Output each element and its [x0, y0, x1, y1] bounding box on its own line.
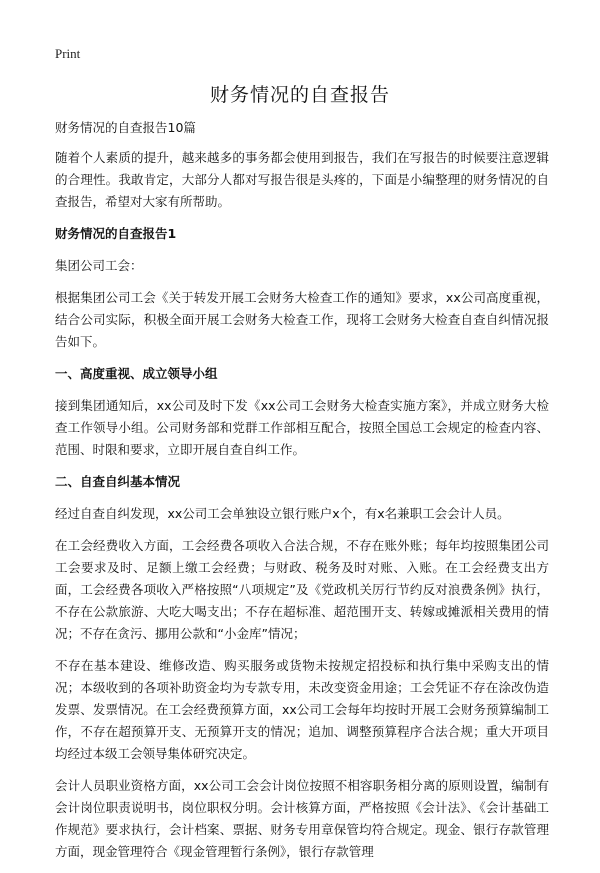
heading-self-inspection: 二、自查自纠基本情况	[55, 474, 181, 489]
print-link[interactable]: Print	[55, 46, 81, 61]
document-subtitle: 财务情况的自查报告10篇	[55, 120, 196, 135]
paragraph-notice-response: 根据集团公司工会《关于转发开展工会财务大检查工作的通知》要求，xx公司高度重视，结合公司实际，积极全面开展工会财务大检查工作，现将工会财务大检查自查自纠情况报告如下。	[55, 290, 549, 349]
heading-leadership-group: 一、高度重视、成立领导小组	[55, 366, 218, 381]
page-title: 财务情况的自查报告	[209, 84, 390, 106]
section-heading-report-1: 财务情况的自查报告1	[55, 226, 177, 241]
paragraph-accounting-staff: 会计人员职业资格方面，xx公司工会会计岗位按照不相容职务相分离的原则设置，编制有会计岗位职责说明书，岗位职权分明。会计核算方面，严格按照《会计法》、《会计基础工作规范》要求执行，会计档案、票据、财务专用章保管均符合规定。现金、银行存款管理方面，现金管理符合《现金管理暂行条例》，银行存款管理	[55, 778, 549, 859]
paragraph-procurement-budget: 不存在基本建设、维修改造、购买服务或货物未按规定招投标和执行集中采购支出的情况；本级收到的各项补助资金均为专款专用，未改变资金用途；工会凭证不存在涂改伪造发票、发票情况。在工会经费预算方面，xx公司工会每年均按时开展工会财务预算编制工作，不存在超预算开支、无预算开支的情况；追加、调整预算程序合法合规；重大开项目均经过本级工会领导集体研究决定。	[55, 658, 549, 761]
paragraph-income-expenditure: 在工会经费收入方面，工会经费各项收入合法合规，不存在账外账；每年均按照集团公司工会要求及时、足额上缴工会经费；与财政、税务及时对账、入账。在工会经费支出方面，工会经费各项收入严格按照“八项规定”及《党政机关厉行节约反对浪费条例》执行，不存在公款旅游、大吃大喝支出；不存在超标准、超范围开支、转嫁或摊派相关费用的情况；不存在贪污、挪用公款和“小金库”情况；	[55, 538, 549, 641]
salutation: 集团公司工会：	[55, 258, 143, 273]
document-body	[55, 117, 549, 873]
paragraph-leadership-group: 接到集团通知后，xx公司及时下发《xx公司工会财务大检查实施方案》，并成立财务大检查工作领导小组。公司财务部和党群工作部相互配合，按照全国总工会规定的检查内容、范围、时限和要求，立即开展自查自纠工作。	[55, 398, 549, 457]
intro-paragraph: 随着个人素质的提升，越来越多的事务都会使用到报告，我们在写报告的时候要注意逻辑的合理性。我敢肯定，大部分人都对写报告很是头疼的，下面是小编整理的财务情况的自查报告，希望对大家有所帮助。	[55, 150, 549, 209]
paragraph-bank-accounts: 经过自查自纠发现，xx公司工会单独设立银行账户x个，有x名兼职工会会计人员。	[55, 506, 510, 521]
